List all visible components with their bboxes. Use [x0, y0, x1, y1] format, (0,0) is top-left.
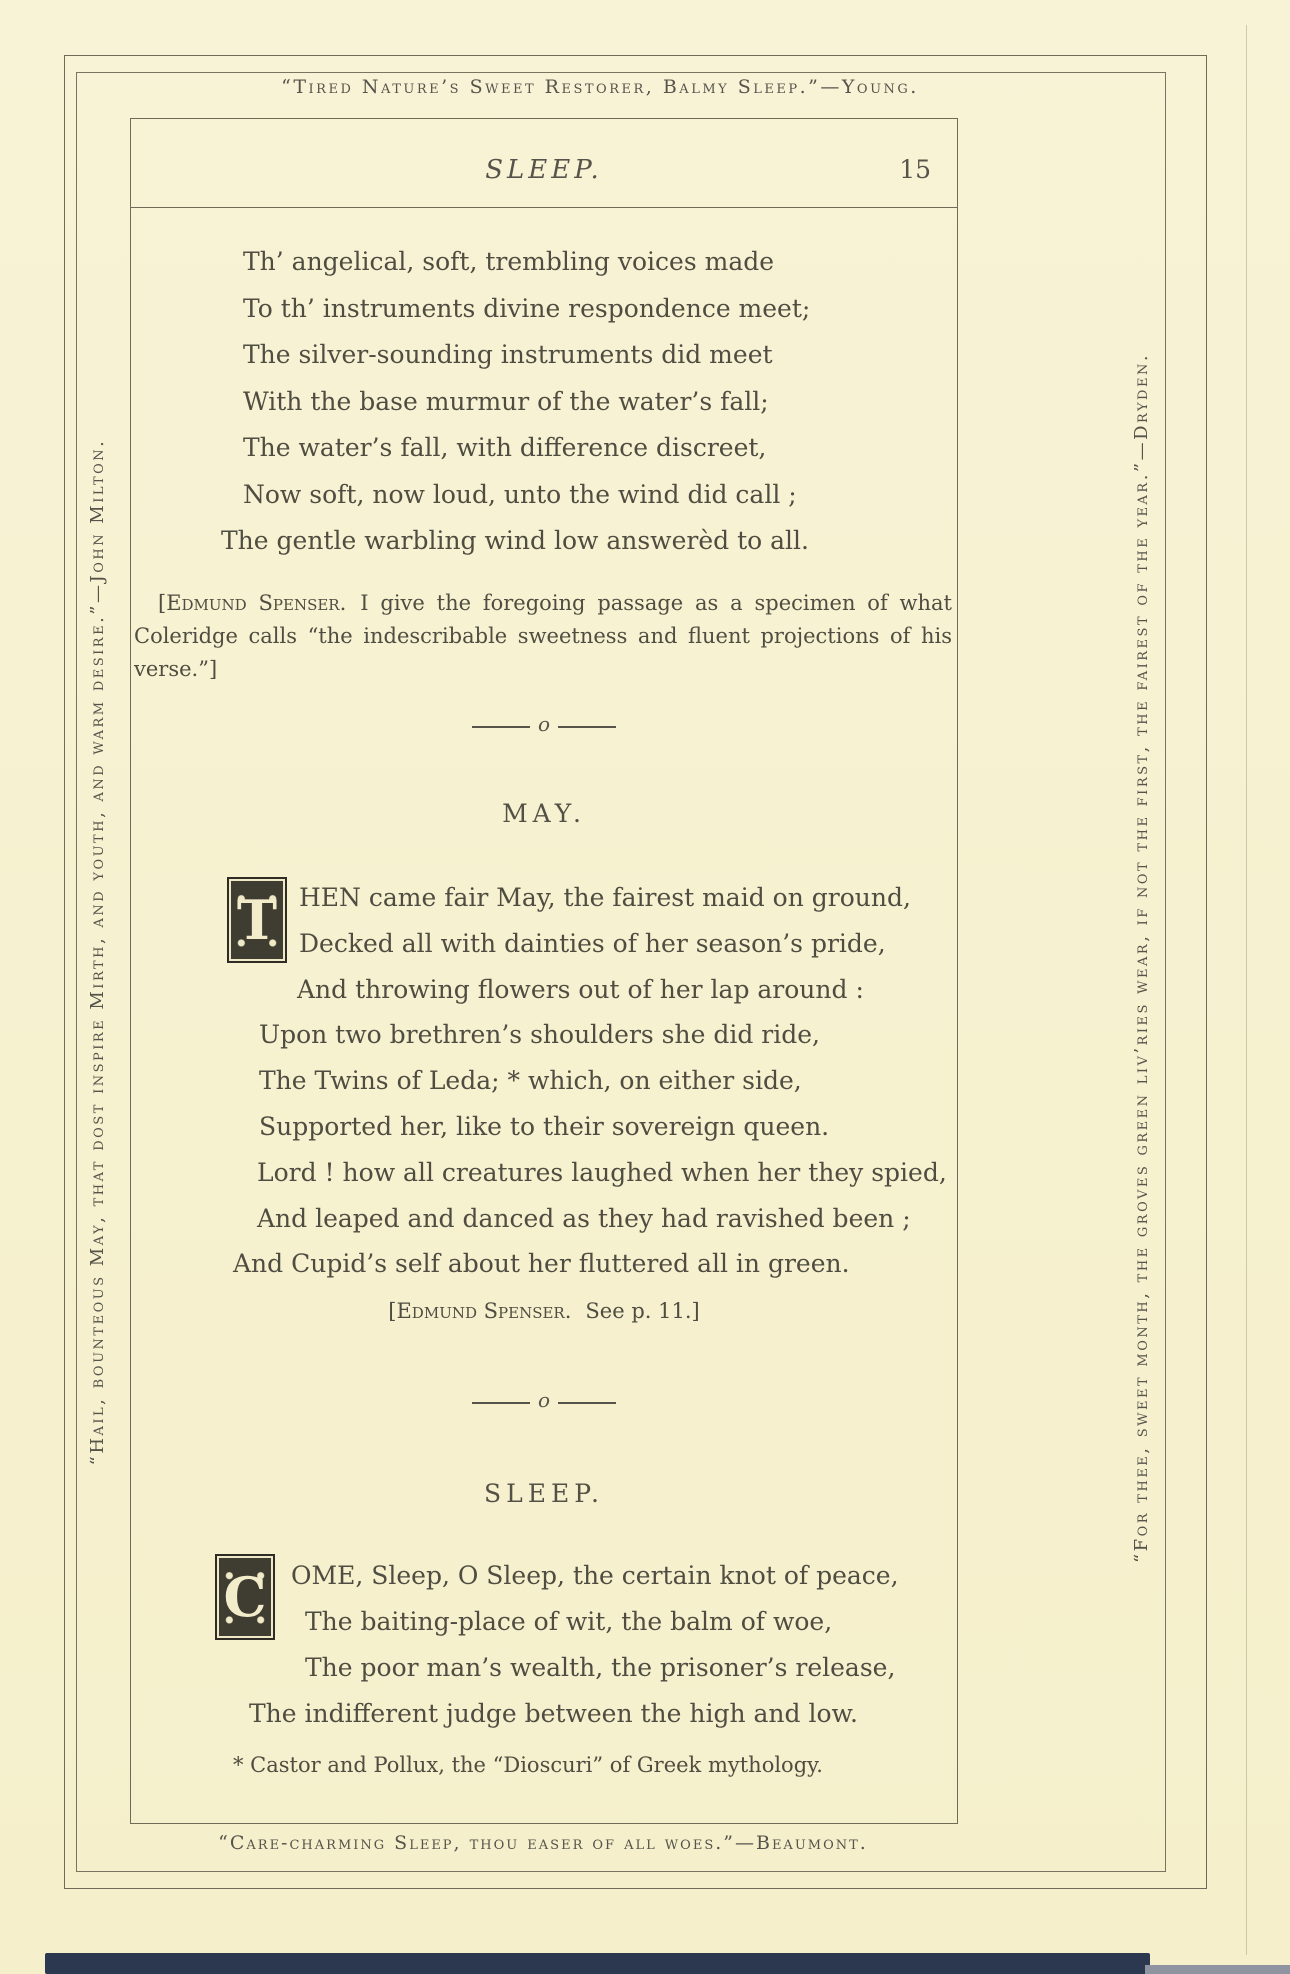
page-number: 15 [899, 155, 931, 184]
divider-o-glyph: o [537, 1388, 551, 1412]
section-heading-sleep: SLEEP. [484, 1479, 604, 1508]
scan-page-edge [1246, 25, 1247, 1955]
section-heading-may: MAY. [502, 799, 586, 828]
poem-line: OME, Sleep, O Sleep, the certain knot of peace, [291, 1561, 899, 1590]
editor-note-author: [Edmund Spenser. [158, 591, 347, 615]
poem-line: The Twins of Leda; * which, on either side, [259, 1066, 802, 1096]
attribution-author: [Edmund Spenser. [388, 1299, 572, 1323]
footnote: * Castor and Pollux, the “Dioscuri” of Greek mythology. [233, 1753, 823, 1777]
poem-line: HEN came fair May, the fairest maid on ground, [299, 883, 911, 912]
divider-rule-right [558, 726, 616, 728]
attribution-ref: See p. 11.] [585, 1299, 700, 1323]
drop-cap-initial-t: T [227, 877, 287, 963]
right-margin-quote: “For thee, sweet month, the groves green liv’ries wear, if not the first, the fairest of the year.”—Dryden. [1131, 352, 1152, 1564]
running-title: SLEEP. [485, 155, 603, 185]
poem-line: The gentle warbling wind low answerèd to all. [221, 526, 809, 555]
poem-line: And leaped and danced as they had ravished been ; [257, 1203, 911, 1233]
divider-rule-left [472, 1402, 530, 1404]
scan-artifact-edge [1145, 1965, 1290, 1974]
poem-line: The water’s fall, with difference discreet, [243, 433, 767, 462]
poem-may [131, 875, 957, 1287]
poem-sleep [131, 1553, 957, 1737]
left-margin-quote: “Hail, bounteous May, that dost inspire Mirth, and youth, and warm desire.”—John Milton. [87, 438, 108, 1466]
footer-quote: “Care-charming Sleep, thou easer of all woes.”—Beaumont. [218, 1832, 868, 1854]
poem-line: Supported her, like to their sovereign queen. [259, 1111, 830, 1141]
poem-line: Upon two brethren’s shoulders she did ride, [259, 1020, 820, 1050]
divider-o-glyph: o [537, 712, 551, 736]
title-row [131, 119, 957, 208]
section-divider-ornament [131, 1388, 957, 1413]
poem-line: And throwing flowers out of her lap around : [297, 974, 864, 1004]
poem-line: Lord ! how all creatures laughed when her they spied, [257, 1157, 947, 1187]
poem-line: To th’ instruments divine respondence meet; [243, 293, 811, 323]
poem-line: Th’ angelical, soft, trembling voices made [243, 247, 775, 276]
editor-note-text: I give the foregoing passage as a specimen of what Coleridge calls “the indescribable sweetness and fluent projections of his verse.”] [134, 591, 952, 681]
poem-line: Decked all with dainties of her season’s pride, [299, 928, 886, 958]
poem-line: The baiting-place of wit, the balm of woe, [305, 1607, 833, 1636]
poem-line: Now soft, now loud, unto the wind did call ; [243, 479, 797, 509]
poem-line: And Cupid’s self about her fluttered all in green. [233, 1249, 850, 1279]
header-quote: “Tired Nature’s Sweet Restorer, Balmy Sleep.”—Young. [281, 76, 919, 98]
poem-line: The poor man’s wealth, the prisoner’s release, [305, 1653, 896, 1682]
poem-sleep-continued [131, 239, 957, 565]
content-box [130, 118, 958, 1824]
section-divider-ornament [131, 712, 957, 737]
scan-artifact-strip [45, 1953, 1150, 1974]
poem-line: With the base murmur of the water’s fall; [243, 386, 769, 416]
divider-rule-right [558, 1402, 616, 1404]
divider-rule-left [472, 726, 530, 728]
drop-cap-initial-c: C [215, 1554, 275, 1640]
poem-line: The silver-sounding instruments did meet [243, 340, 773, 369]
poem-line: The indifferent judge between the high and low. [249, 1699, 858, 1728]
attribution-may [131, 1299, 957, 1323]
editor-note [134, 587, 952, 686]
